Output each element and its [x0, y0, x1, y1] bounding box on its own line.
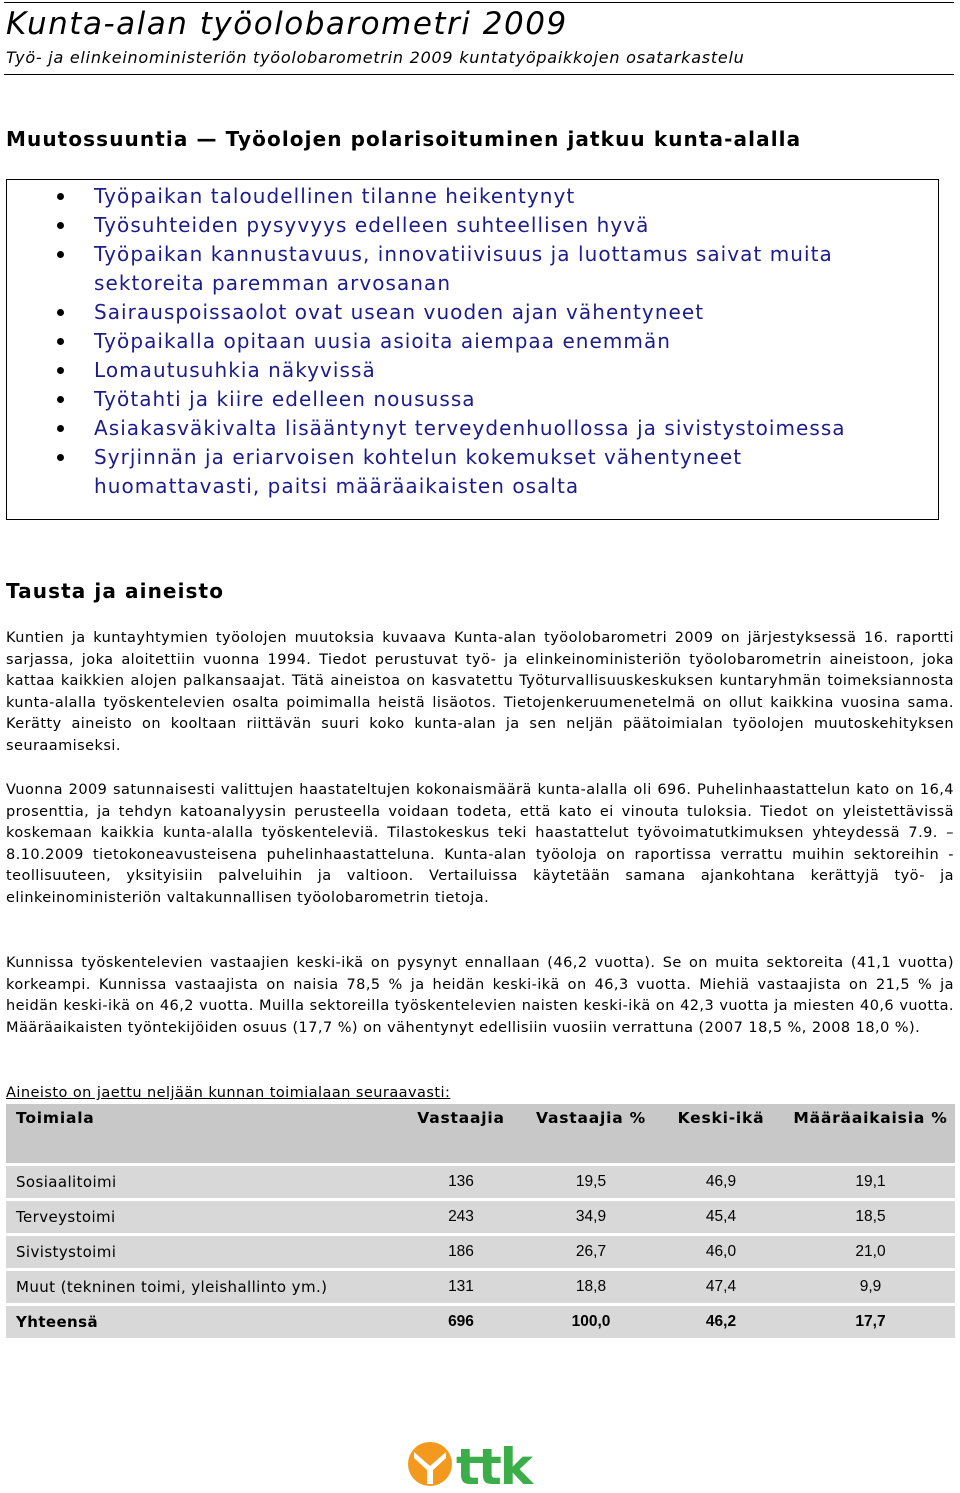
bullet-icon — [57, 193, 64, 200]
table-cell: 45,4 — [656, 1201, 786, 1233]
column-header: Vastaajia — [396, 1104, 526, 1163]
table-caption: Aineisto on jaettu neljään kunnan toimialaan seuraavasti: — [6, 1085, 451, 1101]
column-header: Toimiala — [6, 1104, 396, 1163]
list-item: Työtahti ja kiire edelleen nousussa — [57, 385, 907, 414]
list-item: Työpaikan kannustavuus, innovatiivisuus ja luottamus saivat muita sektoreita paremman arvosanan — [57, 240, 907, 298]
list-item: Lomautusuhkia näkyvissä — [57, 356, 907, 385]
background-paragraph-1: Kuntien ja kuntayhtymien työolojen muutoksia kuvaava Kunta-alan työolobarometri 2009 on järjestyksessä 16. raportti sarjassa, joka aloitettiin vuonna 1994. Tiedot perustuvat työ- ja elinkeinoministeriön työolobarometrin aineistoon, joka kattaa kaikkien alojen palkansaajat. Tätä aineistoa on kasvatettu Työturvallisuuskeskuksen kuntaryhmän toimeksiannosta kunta-alalla työskentelevien osalta poimimalla heistä lisäotos. Tietojenkeruumenetelmä on ollut kaikkina vuosina sama. Kerätty aineisto on kooltaan riittävän suuri koko kunta-alan ja sen neljän päätoimialan työolojen muutoskehityksen seuraamiseksi. — [6, 630, 954, 754]
column-header: Keski-ikä — [656, 1104, 786, 1163]
table-cell: 100,0 — [526, 1306, 656, 1338]
trends-box — [6, 179, 939, 520]
table-cell: 18,8 — [526, 1271, 656, 1303]
list-item: Työpaikan taloudellinen tilanne heikentynyt — [57, 182, 907, 211]
table-cell: 9,9 — [786, 1271, 955, 1303]
bullet-icon — [57, 338, 64, 345]
table-cell: Yhteensä — [6, 1306, 396, 1338]
bullet-icon — [57, 309, 64, 316]
sector-table — [6, 1101, 955, 1341]
table-cell: 696 — [396, 1306, 526, 1338]
header-rule — [4, 74, 954, 75]
table-row — [6, 1201, 955, 1233]
bullet-icon — [57, 367, 64, 374]
table-cell: 243 — [396, 1201, 526, 1233]
table-cell: 17,7 — [786, 1306, 955, 1338]
table-cell: 46,2 — [656, 1306, 786, 1338]
ttk-logo-icon — [404, 1438, 554, 1490]
table-cell: 47,4 — [656, 1271, 786, 1303]
background-paragraph-3: Kunnissa työskentelevien vastaajien keski-ikä on pysynyt ennallaan (46,2 vuotta). Se on muita sektoreita (41,1 vuotta) korkeampi. Kunnissa vastaajista on naisia 78,5 % ja heidän keski-ikä on 46,3 vuotta. Miehiä vastaajista on 21,5 % ja heidän keski-ikä on 46,2 vuotta. Muilla sektoreilla työskentelevien naisten keski-ikä on 42,3 vuotta ja miesten 40,6 vuotta. Määräaikaisten työntekijöiden osuus (17,7 %) on vähentynyt edellisiin vuosiin verrattuna (2007 18,5 %, 2008 18,0 %). — [6, 955, 954, 1036]
bullet-icon — [57, 251, 64, 258]
table-cell: Sivistystoimi — [6, 1236, 396, 1268]
table-cell: 18,5 — [786, 1201, 955, 1233]
table-cell: 34,9 — [526, 1201, 656, 1233]
list-item: Asiakasväkivalta lisääntynyt terveydenhuollossa ja sivistystoimessa — [57, 414, 907, 443]
document-title: Kunta-alan työolobarometri 2009 — [6, 6, 568, 42]
background-heading: Tausta ja aineisto — [6, 579, 225, 603]
top-rule — [4, 2, 954, 3]
logo-text: ttk — [456, 1438, 532, 1490]
list-item: Syrjinnän ja eriarvoisen kohtelun kokemukset vähentyneet huomattavasti, paitsi määräaikaisten osalta — [57, 443, 907, 501]
table-cell: 21,0 — [786, 1236, 955, 1268]
table-row — [6, 1271, 955, 1303]
table-cell: Terveystoimi — [6, 1201, 396, 1233]
bullet-icon — [57, 425, 64, 432]
table-cell: Sosiaalitoimi — [6, 1166, 396, 1198]
bullet-icon — [57, 222, 64, 229]
table-header-row — [6, 1104, 955, 1163]
table-cell: 131 — [396, 1271, 526, 1303]
table-row — [6, 1166, 955, 1198]
document-subtitle: Työ- ja elinkeinoministeriön työolobarometrin 2009 kuntatyöpaikkojen osatarkastelu — [6, 48, 745, 67]
table-cell: 19,5 — [526, 1166, 656, 1198]
table-cell: 136 — [396, 1166, 526, 1198]
table-cell: 46,0 — [656, 1236, 786, 1268]
table-total-row — [6, 1306, 955, 1338]
bullet-icon — [57, 454, 64, 461]
logo-mark-icon — [408, 1442, 452, 1486]
column-header: Vastaajia % — [526, 1104, 656, 1163]
bullet-icon — [57, 396, 64, 403]
background-paragraph-2: Vuonna 2009 satunnaisesti valittujen haastateltujen kokonaismäärä kunta-alalla oli 696. Puhelinhaastattelun kato on 16,4 prosenttia, ja tehdyn katoanalyysin perusteella voidaan todeta, että kato ei vinouta tuloksia. Tiedot on yleistettävissä koskemaan kaikkia kunta-alalla työskenteleviä. Tilastokeskus teki haastattelut työvoimatutkimuksen yhteydessä 7.9. – 8.10.2009 tietokoneavusteisena puhelinhaastatteluna. Kunta-alan työoloja on raportissa verrattu muihin sektoreihin - teollisuuteen, yksityisiin palveluihin ja valtioon. Vertailuissa käytetään samana ajankohtana kerättyjä työ- ja elinkeinoministeriön valtakunnallisen työolobarometrin tietoja. — [6, 782, 954, 906]
column-header: Määräaikaisia % — [786, 1104, 955, 1163]
list-item: Työsuhteiden pysyvyys edelleen suhteellisen hyvä — [57, 211, 907, 240]
trends-heading: Muutossuuntia — Työolojen polarisoituminen jatkuu kunta-alalla — [6, 127, 802, 151]
table-cell: 26,7 — [526, 1236, 656, 1268]
table-cell: 186 — [396, 1236, 526, 1268]
list-item: Sairauspoissaolot ovat usean vuoden ajan vähentyneet — [57, 298, 907, 327]
table-cell: 19,1 — [786, 1166, 955, 1198]
trends-list — [57, 182, 907, 501]
list-item: Työpaikalla opitaan uusia asioita aiempaa enemmän — [57, 327, 907, 356]
table-cell: 46,9 — [656, 1166, 786, 1198]
table-row — [6, 1236, 955, 1268]
table-cell: Muut (tekninen toimi, yleishallinto ym.) — [6, 1271, 396, 1303]
